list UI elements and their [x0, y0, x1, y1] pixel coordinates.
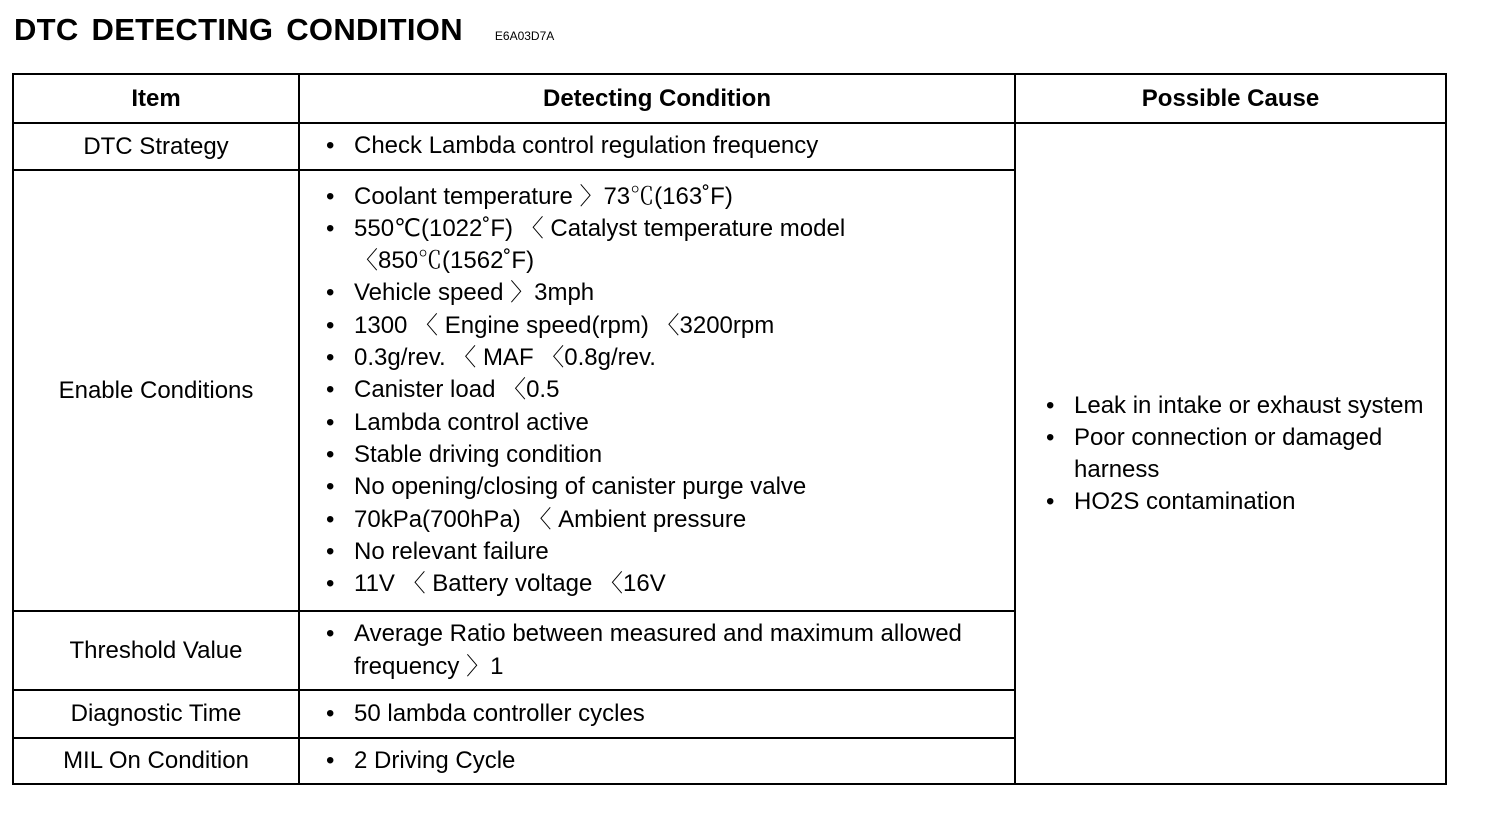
header-cause: Possible Cause	[1015, 74, 1446, 123]
row-conditions-dtc-strategy	[299, 123, 1015, 170]
table-header-row	[13, 74, 1446, 123]
row-label-diagnostic-time: Diagnostic Time	[13, 690, 299, 738]
condition-item: • Canister load 〈0.5	[326, 374, 1014, 406]
document-code: E6A03D7A	[494, 29, 555, 43]
condition-item: • 11V 〈 Battery voltage 〈16V	[326, 568, 1014, 600]
cause-item: • Leak in intake or exhaust system	[1046, 390, 1445, 422]
condition-item: • 2 Driving Cycle	[326, 745, 1014, 777]
condition-item: • Coolant temperature 〉73℃(163˚F)	[326, 181, 1014, 213]
condition-item: • Lambda control active	[326, 407, 1014, 439]
row-label-mil-on-condition: MIL On Condition	[13, 738, 299, 784]
condition-item: • Check Lambda control regulation frequency	[326, 130, 1014, 162]
row-conditions-mil-on	[299, 738, 1015, 784]
condition-item: • 1300 〈 Engine speed(rpm) 〈3200rpm	[326, 310, 1014, 342]
dtc-table	[12, 73, 1447, 785]
page-title: DTC DETECTING CONDITION	[14, 12, 463, 47]
header-condition: Detecting Condition	[299, 74, 1015, 123]
header-item: Item	[13, 74, 299, 123]
possible-cause-cell	[1015, 123, 1446, 784]
condition-item: • No opening/closing of canister purge valve	[326, 471, 1014, 503]
row-label-threshold-value: Threshold Value	[13, 611, 299, 690]
row-conditions-enable	[299, 170, 1015, 611]
cause-item: • HO2S contamination	[1046, 486, 1445, 518]
table-row	[13, 123, 1446, 170]
row-label-enable-conditions: Enable Conditions	[13, 170, 299, 611]
condition-item: • Vehicle speed 〉3mph	[326, 277, 1014, 309]
condition-item: • 550℃(1022˚F) 〈 Catalyst temperature model 〈850℃(1562˚F)	[326, 213, 1014, 278]
condition-item: • Stable driving condition	[326, 439, 1014, 471]
condition-item: • 50 lambda controller cycles	[326, 698, 1014, 730]
condition-item: • 70kPa(700hPa) 〈 Ambient pressure	[326, 504, 1014, 536]
condition-item: • Average Ratio between measured and maximum allowed frequency 〉1	[326, 618, 1014, 683]
cause-item: • Poor connection or damaged harness	[1046, 422, 1445, 486]
header	[14, 12, 554, 48]
condition-item: • 0.3g/rev. 〈 MAF 〈0.8g/rev.	[326, 342, 1014, 374]
row-conditions-diagnostic-time	[299, 690, 1015, 738]
condition-item: • No relevant failure	[326, 536, 1014, 568]
row-label-dtc-strategy: DTC Strategy	[13, 123, 299, 170]
row-conditions-threshold	[299, 611, 1015, 690]
